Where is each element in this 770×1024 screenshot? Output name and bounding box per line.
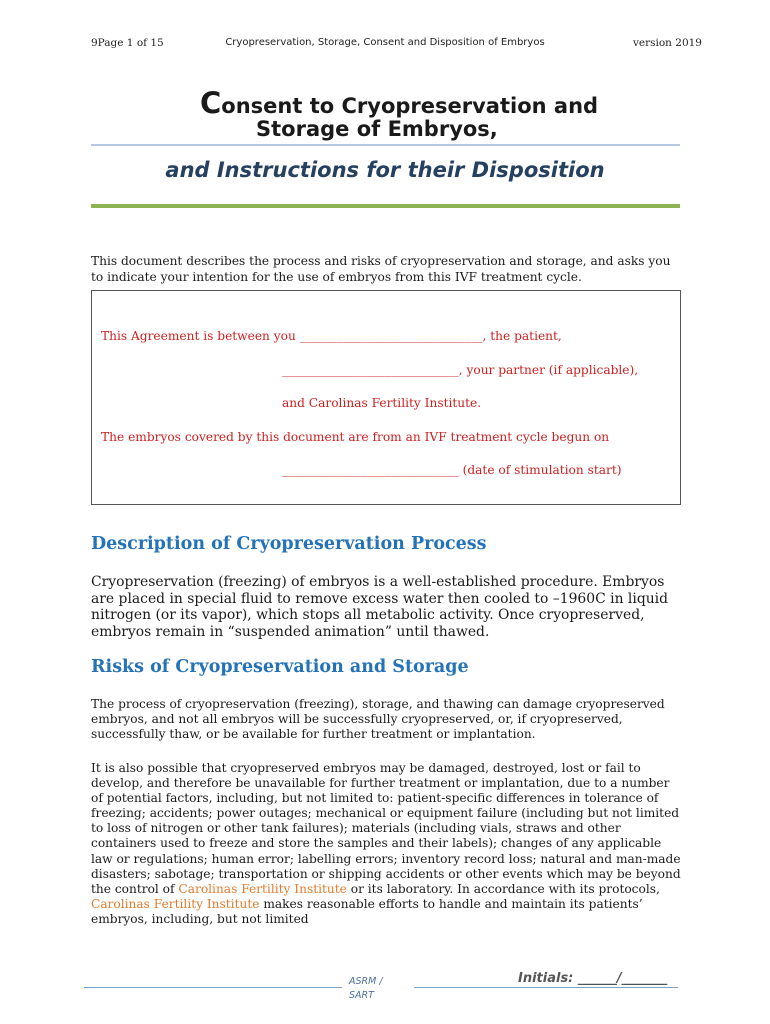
intro-paragraph: This document describes the process and risks of cryopreservation and storage, and asks you to indicate your intention for the use of embryos from this IVF treatment cycle. <box>91 254 671 284</box>
agreement-institute-line: and Carolinas Fertility Institute. <box>282 396 482 410</box>
section-heading-risks: Risks of Cryopreservation and Storage <box>91 657 469 677</box>
footer-rule-left <box>84 987 342 988</box>
agreement-partner-line: _____________________________, your partner (if applicable), <box>282 363 639 377</box>
description-paragraph: Cryopreservation (freezing) of embryos is a well-established procedure. Embryos are placed in special fluid to remove excess water then cooled to –1960C in liquid nitrogen (or its vapor), which stops all metabolic activity. Once cryopreserved, embryos remain in “suspended animation” until thawed. <box>91 574 668 640</box>
risks-paragraph-1: The process of cryopreservation (freezing), storage, and thawing can damage cryopreserved embryos, and not all embryos will be successfully cryopreserved, or, if cryopreserved, successfully thaw, or be available for further treatment or implantation. <box>91 697 665 742</box>
section-heading-description: Description of Cryopreservation Process <box>91 534 487 554</box>
subtitle-divider <box>91 204 680 208</box>
risks-paragraph-2-text-c: makes reasonable efforts to handle and maintain its patients’ embryos, including, but not limited <box>91 896 643 926</box>
risks-paragraph-2-text-b: or its laboratory. In accordance with its protocols, <box>346 881 660 896</box>
title-drop-letter: C <box>200 86 222 120</box>
footer-rule-right <box>414 987 678 988</box>
agreement-box <box>91 290 681 505</box>
document-title-line-1 <box>200 86 598 120</box>
page-number: 9Page 1 of 15 <box>91 37 164 49</box>
risks-paragraph-2 <box>91 761 681 927</box>
institute-name-link[interactable]: Carolinas Fertility Institute <box>91 896 260 911</box>
agreement-cycle-line: The embryos covered by this document are from an IVF treatment cycle begun on <box>101 430 610 444</box>
version-label: version 2019 <box>632 37 702 49</box>
title-divider <box>91 144 680 146</box>
agreement-patient-line: This Agreement is between you ______________________________, the patient, <box>101 329 562 343</box>
footer-asrm-text: ASRM / SART <box>349 976 383 1001</box>
initials-field[interactable]: Initials: ______/_______ <box>518 971 668 986</box>
agreement-date-line: _____________________________ (date of stimulation start) <box>282 463 622 477</box>
document-title-line-2: Storage of Embryos, <box>256 117 498 141</box>
title-line-1-text: onsent to Cryopreservation and <box>221 94 599 118</box>
footer-asrm-label <box>349 975 383 1003</box>
institute-name-link[interactable]: Carolinas Fertility Institute <box>178 881 347 896</box>
risks-paragraph-2-text-a: It is also possible that cryopreserved embryos may be damaged, destroyed, lost or fail to develop, and therefore be unavailable for further treatment or implantation, due to a number of potential factors, including, but not limited to: patient-specific differences in tolerance of freezing; accidents; power outages; mechanical or equipment failure (including but not limited to loss of nitrogen or other tank failures); materials (including vials, straws and other containers used to freeze and store the samples and their labels); changes of any applicable law or regulations; human error; labelling errors; inventory record loss; natural and man-made disasters; sabotage; transportation or shipping accidents or other events which may be beyond the control of <box>91 761 681 896</box>
document-subtitle: and Instructions for their Disposition <box>165 158 605 182</box>
running-header-title: Cryopreservation, Storage, Consent and Disposition of Embryos <box>225 37 545 48</box>
